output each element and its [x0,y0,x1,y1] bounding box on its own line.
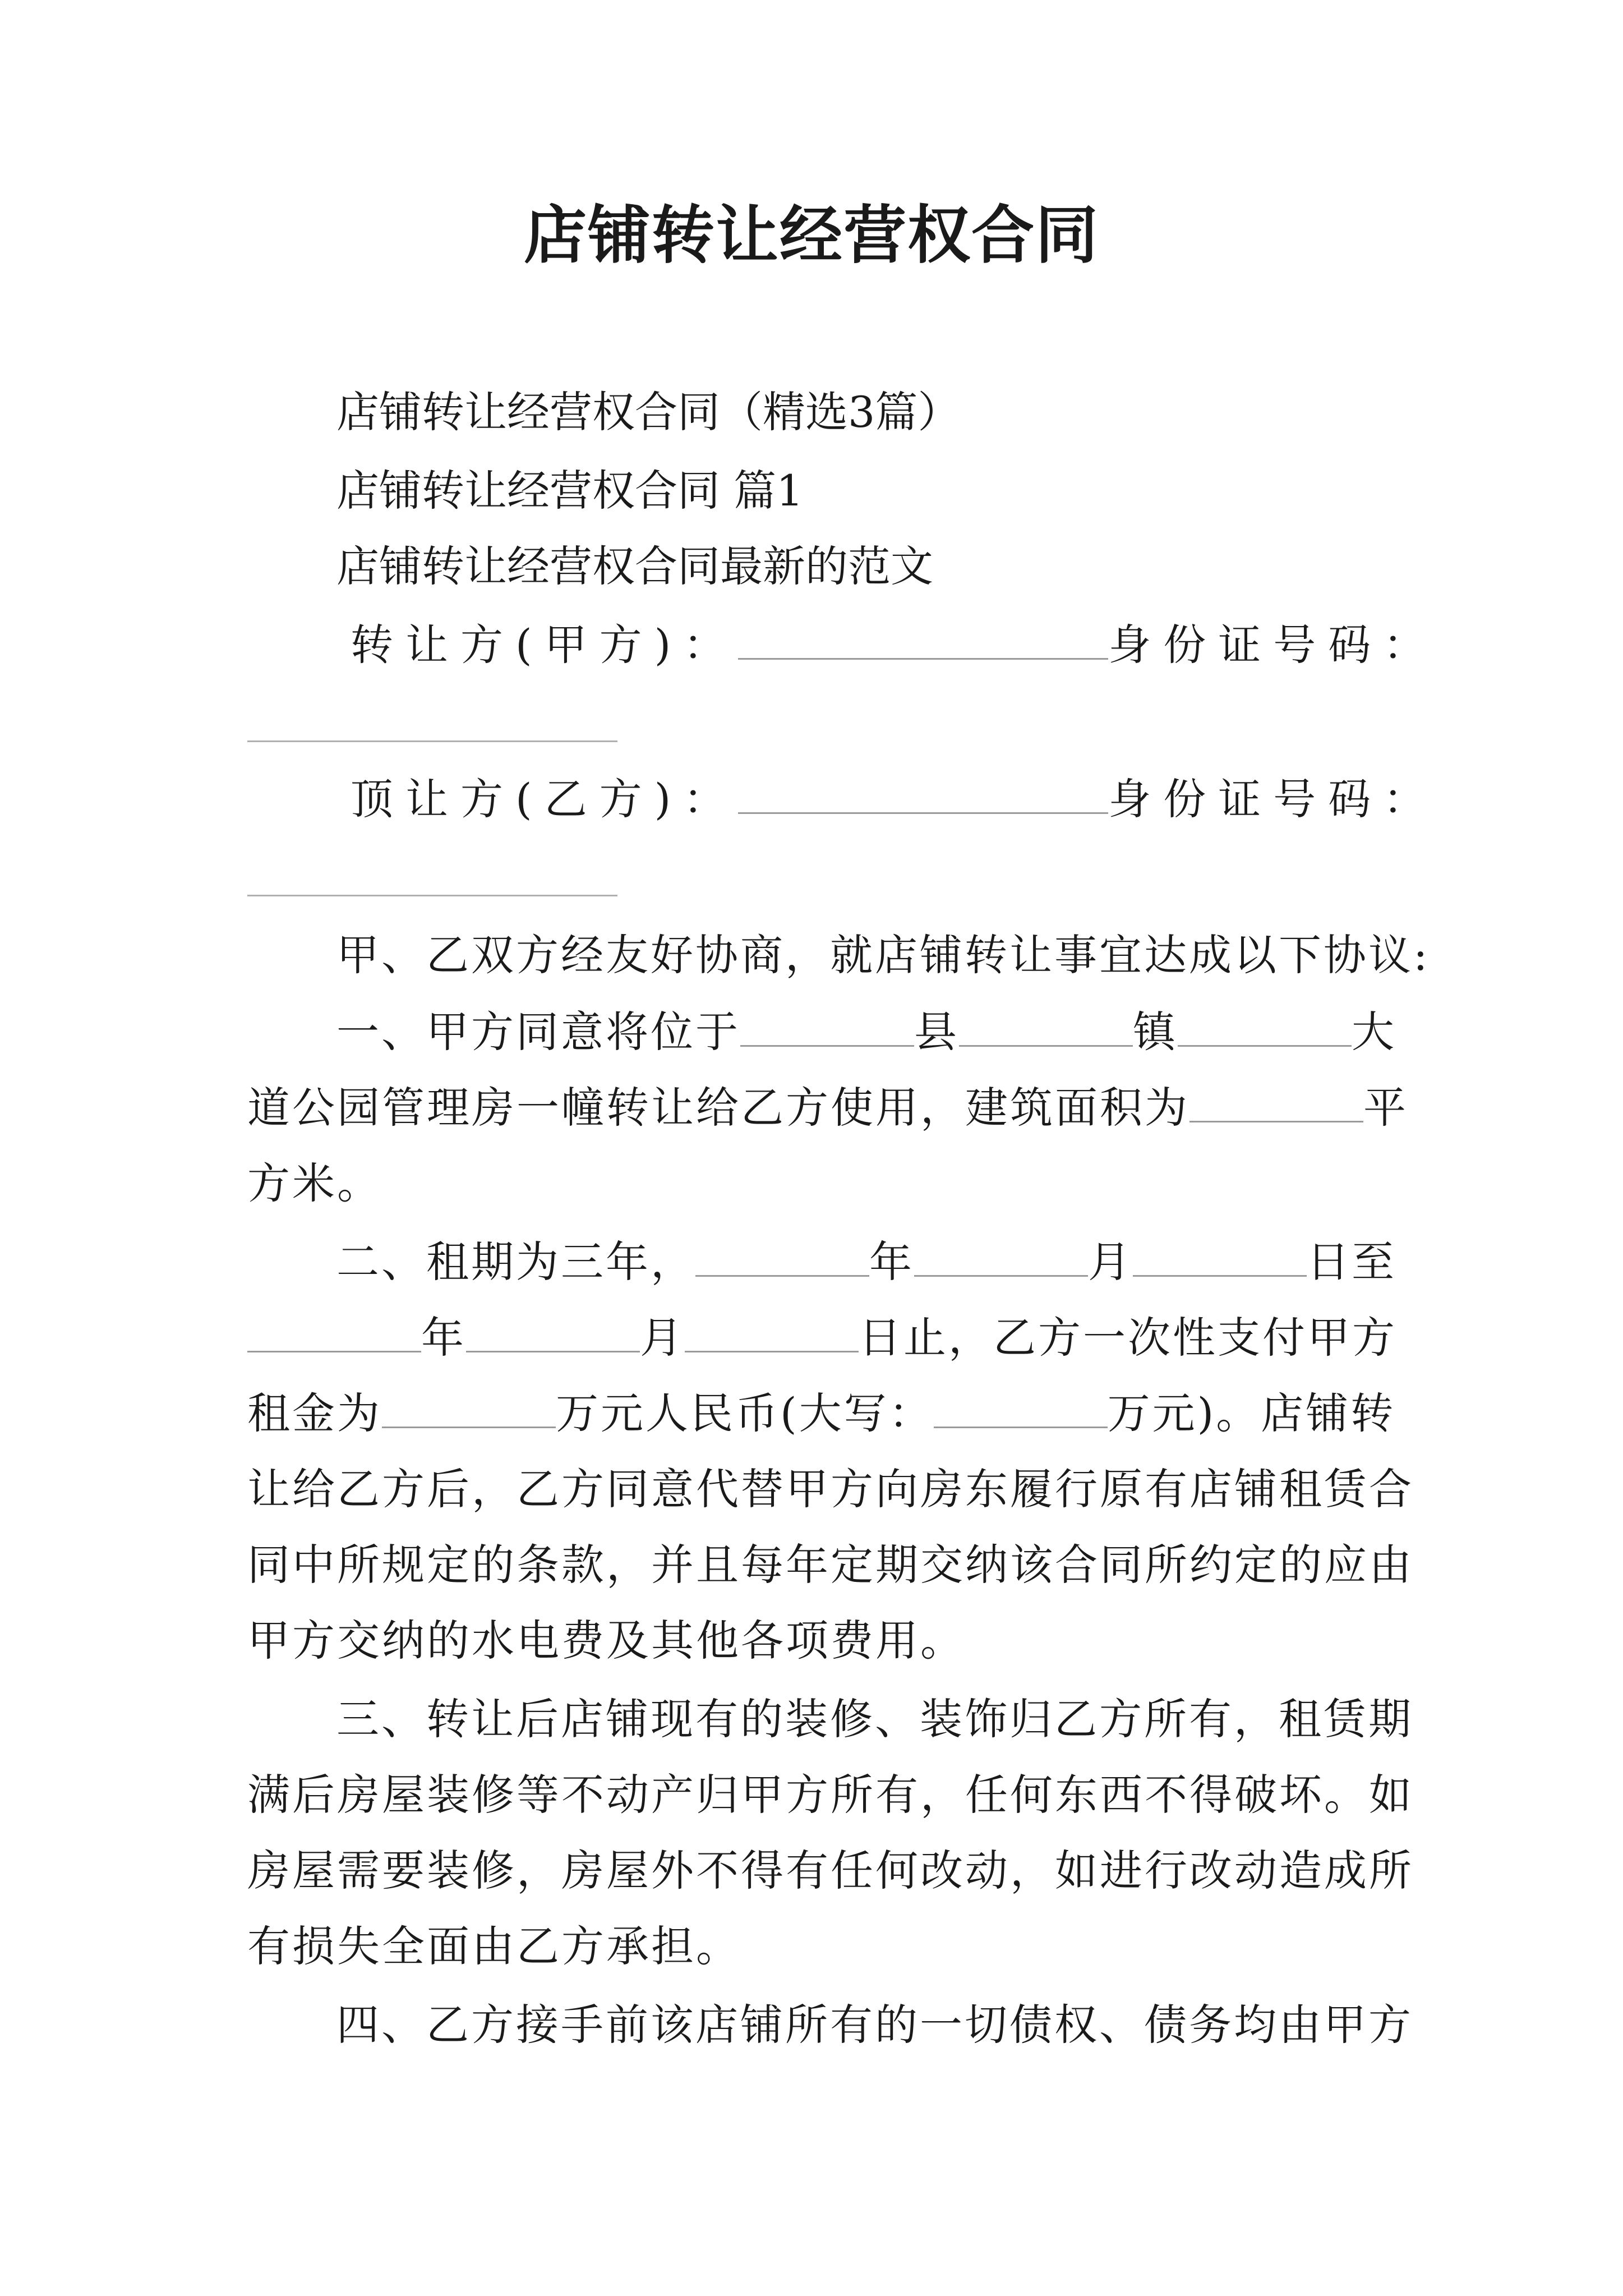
clause-2-line-3 [247,1383,1395,1444]
start-day-blank[interactable] [1133,1236,1307,1277]
party-b-id-label: 身份证号码： [1108,774,1438,824]
clause-3-line-4: 有损失全面由乙方承担。 [247,1921,741,1971]
clause-1-text: 一、甲方同意将位于 [336,1007,740,1057]
clause-2-line-4: 让给乙方后，乙方同意代替甲方向房东履行原有店铺租赁合 [247,1464,1414,1514]
rent-capital-blank[interactable] [934,1387,1108,1428]
party-a-id-label: 身份证号码： [1108,620,1438,670]
area-blank[interactable] [1189,1082,1363,1122]
clause-2-line-6: 甲方交纳的水电费及其他各项费用。 [247,1616,965,1665]
party-a-line [351,614,1438,676]
end-day-text: 日止，乙方一次性支付甲方 [859,1313,1397,1363]
end-year-label: 年 [421,1313,466,1363]
document-subtitle: 店铺转让经营权合同（精选3篇） [336,387,961,437]
section-heading: 店铺转让经营权合同 篇1 [336,466,804,516]
clause-3-line-1: 三、转让后店铺现有的装修、装饰归乙方所有，租赁期 [336,1694,1413,1744]
sample-heading: 店铺转让经营权合同最新的范文 [336,541,933,591]
year-label: 年 [869,1237,914,1287]
rent-capital-text: 万元)。店铺转 [1107,1388,1396,1438]
party-b-label: 顶让方(乙方)： [351,774,739,824]
month-label: 月 [1088,1237,1133,1287]
town-blank[interactable] [959,1006,1133,1047]
party-b-name-blank[interactable] [738,773,1108,814]
rent-text: 租金为 [247,1388,382,1438]
party-a-name-blank[interactable] [738,619,1108,660]
clause-1-line-3: 方米。 [247,1158,382,1208]
county-blank[interactable] [740,1006,914,1047]
rent-amount-blank[interactable] [382,1387,556,1428]
clause-2-line-2 [247,1307,1397,1369]
area-unit: 平 [1363,1083,1408,1133]
term-text: 二、租期为三年， [336,1237,695,1287]
clause-2-line-1 [336,1231,1396,1293]
road-label: 大 [1352,1007,1396,1057]
start-month-blank[interactable] [914,1236,1088,1277]
area-text: 道公园管理房一幢转让给乙方使用，建筑面积为 [247,1083,1189,1133]
document-title: 店铺转让经营权合同 [524,199,1099,272]
town-label: 镇 [1133,1007,1178,1057]
end-day-blank[interactable] [685,1312,859,1352]
road-blank[interactable] [1178,1006,1352,1047]
rent-unit-text: 万元人民币(大写： [556,1388,934,1438]
day-label: 日至 [1307,1237,1396,1287]
end-month-blank[interactable] [466,1312,640,1352]
clause-2-line-5: 同中所规定的条款，并且每年定期交纳该合同所约定的应由 [247,1540,1414,1590]
clause-3-line-2: 满后房屋装修等不动产归甲方所有，任何东西不得破坏。如 [247,1770,1414,1820]
party-b-line [351,769,1438,830]
start-year-blank[interactable] [695,1236,869,1277]
clause-1-line-2 [247,1077,1408,1139]
party-a-id-blank[interactable] [247,740,617,742]
party-b-id-blank[interactable] [247,895,617,896]
clause-4-line-1: 四、乙方接手前该店铺所有的一切债权、债务均由甲方 [336,2000,1413,2050]
clause-3-line-3: 房屋需要装修，房屋外不得有任何改动，如进行改动造成所 [247,1846,1414,1895]
end-month-label: 月 [640,1313,685,1363]
clause-1-line-1 [336,1001,1396,1063]
county-label: 县 [914,1007,959,1057]
intro-paragraph: 甲、乙双方经友好协商，就店铺转让事宜达成以下协议: [336,930,1430,980]
end-year-blank[interactable] [247,1312,421,1352]
party-a-label: 转让方(甲方)： [351,620,739,670]
